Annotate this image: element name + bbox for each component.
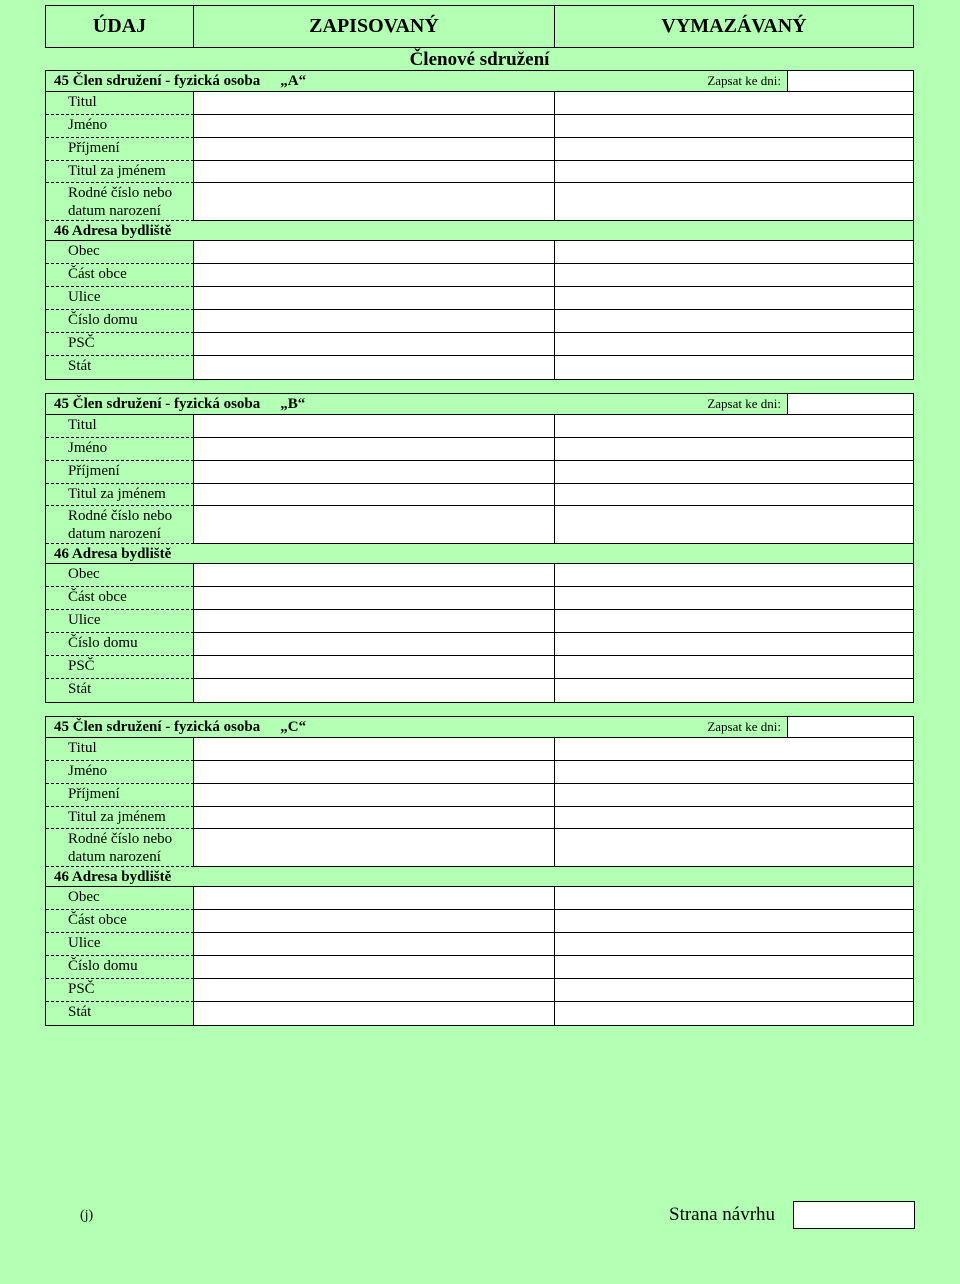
field-row bbox=[46, 784, 913, 807]
field-label: Část obce bbox=[46, 264, 194, 287]
member-letter: „B“ bbox=[280, 396, 306, 412]
zapsat-ke-dni-field[interactable] bbox=[787, 71, 913, 91]
zapisovany-cell[interactable] bbox=[194, 506, 555, 544]
field-row bbox=[46, 761, 913, 784]
field-row bbox=[46, 138, 913, 161]
field-label: Číslo domu bbox=[46, 633, 194, 656]
zapsat-ke-dni-field[interactable] bbox=[787, 717, 913, 737]
vymazavany-cell[interactable] bbox=[555, 310, 913, 333]
vymazavany-cell[interactable] bbox=[555, 461, 913, 484]
member-title: 45 Člen sdružení - fyzická osoba bbox=[54, 396, 261, 412]
address-heading: 46 Adresa bydliště bbox=[46, 544, 913, 564]
vymazavany-cell[interactable] bbox=[555, 484, 913, 506]
zapisovany-cell[interactable] bbox=[194, 656, 555, 679]
field-label: Jméno bbox=[46, 438, 194, 461]
field-row bbox=[46, 415, 913, 438]
field-row bbox=[46, 1002, 913, 1025]
zapisovany-cell[interactable] bbox=[194, 807, 555, 829]
field-label: Stát bbox=[46, 356, 194, 379]
vymazavany-cell[interactable] bbox=[555, 564, 913, 587]
field-row bbox=[46, 910, 913, 933]
vymazavany-cell[interactable] bbox=[555, 610, 913, 633]
field-label: PSČ bbox=[46, 979, 194, 1002]
zapisovany-cell[interactable] bbox=[194, 587, 555, 610]
field-row bbox=[46, 587, 913, 610]
field-row bbox=[46, 310, 913, 333]
field-row bbox=[46, 656, 913, 679]
zapisovany-cell[interactable] bbox=[194, 956, 555, 979]
vymazavany-cell[interactable] bbox=[555, 738, 913, 761]
field-row bbox=[46, 241, 913, 264]
field-label: Titul za jménem bbox=[46, 807, 194, 829]
member-block bbox=[45, 70, 914, 380]
vymazavany-cell[interactable] bbox=[555, 679, 913, 702]
footer-code: (j) bbox=[80, 1208, 94, 1223]
member-header bbox=[46, 717, 913, 738]
member-header bbox=[46, 394, 913, 415]
field-row bbox=[46, 438, 913, 461]
field-label: Rodné číslo nebo datum narození bbox=[46, 829, 194, 867]
field-row bbox=[46, 679, 913, 702]
zapisovany-cell[interactable] bbox=[194, 829, 555, 867]
col-vymazavany: VYMAZÁVANÝ bbox=[661, 15, 807, 37]
zapisovany-cell[interactable] bbox=[194, 887, 555, 910]
field-label: Část obce bbox=[46, 910, 194, 933]
vymazavany-cell[interactable] bbox=[555, 138, 913, 161]
field-row-rodne-cislo bbox=[46, 506, 913, 544]
field-label: Titul bbox=[46, 415, 194, 438]
zapisovany-cell[interactable] bbox=[194, 415, 555, 438]
vymazavany-cell[interactable] bbox=[555, 92, 913, 115]
zapisovany-cell[interactable] bbox=[194, 564, 555, 587]
field-label: PSČ bbox=[46, 333, 194, 356]
vymazavany-cell[interactable] bbox=[555, 784, 913, 807]
zapisovany-cell[interactable] bbox=[194, 633, 555, 656]
field-row bbox=[46, 956, 913, 979]
field-row bbox=[46, 92, 913, 115]
field-label: Stát bbox=[46, 679, 194, 702]
field-label: Jméno bbox=[46, 761, 194, 784]
field-label: Obec bbox=[46, 564, 194, 587]
vymazavany-cell[interactable] bbox=[555, 161, 913, 183]
table-header bbox=[45, 5, 914, 48]
member-title: 45 Člen sdružení - fyzická osoba bbox=[54, 73, 261, 89]
zapisovany-cell[interactable] bbox=[194, 333, 555, 356]
field-row bbox=[46, 564, 913, 587]
vymazavany-cell[interactable] bbox=[555, 415, 913, 438]
field-row bbox=[46, 807, 913, 829]
vymazavany-cell[interactable] bbox=[555, 356, 913, 379]
field-row bbox=[46, 484, 913, 506]
member-title: 45 Člen sdružení - fyzická osoba bbox=[54, 719, 261, 735]
zapsat-ke-dni-label: Zapsat ke dni: bbox=[707, 719, 781, 734]
zapisovany-cell[interactable] bbox=[194, 910, 555, 933]
zapisovany-cell[interactable] bbox=[194, 761, 555, 784]
zapisovany-cell[interactable] bbox=[194, 287, 555, 310]
zapisovany-cell[interactable] bbox=[194, 115, 555, 138]
zapisovany-cell[interactable] bbox=[194, 264, 555, 287]
address-heading: 46 Adresa bydliště bbox=[46, 867, 913, 887]
col-udaj: ÚDAJ bbox=[46, 6, 194, 47]
vymazavany-cell[interactable] bbox=[555, 979, 913, 1002]
strana-navrhu-field[interactable] bbox=[793, 1201, 915, 1229]
section-title: Členové sdružení bbox=[409, 49, 550, 70]
zapisovany-cell[interactable] bbox=[194, 610, 555, 633]
col-zapisovany: ZAPISOVANÝ bbox=[194, 6, 555, 47]
vymazavany-cell[interactable] bbox=[555, 287, 913, 310]
field-label: Rodné číslo nebo datum narození bbox=[46, 506, 194, 544]
zapisovany-cell[interactable] bbox=[194, 438, 555, 461]
field-row bbox=[46, 979, 913, 1002]
field-row bbox=[46, 287, 913, 310]
field-label: Příjmení bbox=[46, 138, 194, 161]
field-label: Část obce bbox=[46, 587, 194, 610]
field-label: Jméno bbox=[46, 115, 194, 138]
zapisovany-cell[interactable] bbox=[194, 933, 555, 956]
field-row bbox=[46, 115, 913, 138]
zapisovany-cell[interactable] bbox=[194, 241, 555, 264]
member-block bbox=[45, 393, 914, 703]
vymazavany-cell[interactable] bbox=[555, 887, 913, 910]
zapisovany-cell[interactable] bbox=[194, 92, 555, 115]
field-label: Příjmení bbox=[46, 784, 194, 807]
field-row bbox=[46, 933, 913, 956]
address-heading: 46 Adresa bydliště bbox=[46, 221, 913, 241]
field-label: Příjmení bbox=[46, 461, 194, 484]
field-label: Titul za jménem bbox=[46, 161, 194, 183]
field-row-rodne-cislo bbox=[46, 829, 913, 867]
field-label: Ulice bbox=[46, 933, 194, 956]
field-row bbox=[46, 161, 913, 183]
field-label: Titul za jménem bbox=[46, 484, 194, 506]
zapisovany-cell[interactable] bbox=[194, 138, 555, 161]
field-row bbox=[46, 333, 913, 356]
vymazavany-cell[interactable] bbox=[555, 1002, 913, 1025]
footer-strana-label: Strana návrhu bbox=[669, 1204, 776, 1225]
zapsat-ke-dni-field[interactable] bbox=[787, 394, 913, 414]
zapisovany-cell[interactable] bbox=[194, 979, 555, 1002]
field-label: Obec bbox=[46, 241, 194, 264]
zapisovany-cell[interactable] bbox=[194, 183, 555, 221]
field-label: Číslo domu bbox=[46, 956, 194, 979]
vymazavany-cell[interactable] bbox=[555, 183, 913, 221]
field-row bbox=[46, 887, 913, 910]
field-label: Stát bbox=[46, 1002, 194, 1025]
field-label: Titul bbox=[46, 738, 194, 761]
zapisovany-cell[interactable] bbox=[194, 356, 555, 379]
vymazavany-cell[interactable] bbox=[555, 633, 913, 656]
vymazavany-cell[interactable] bbox=[555, 761, 913, 784]
vymazavany-cell[interactable] bbox=[555, 333, 913, 356]
member-header bbox=[46, 71, 913, 92]
field-label: Číslo domu bbox=[46, 310, 194, 333]
vymazavany-cell[interactable] bbox=[555, 506, 913, 544]
member-letter: „A“ bbox=[280, 73, 307, 89]
vymazavany-cell[interactable] bbox=[555, 910, 913, 933]
field-label: Rodné číslo nebo datum narození bbox=[46, 183, 194, 221]
field-label: Ulice bbox=[46, 287, 194, 310]
zapisovany-cell[interactable] bbox=[194, 1002, 555, 1025]
field-label: Ulice bbox=[46, 610, 194, 633]
member-letter: „C“ bbox=[280, 719, 307, 735]
field-label: PSČ bbox=[46, 656, 194, 679]
vymazavany-cell[interactable] bbox=[555, 956, 913, 979]
zapsat-ke-dni-label: Zapsat ke dni: bbox=[707, 396, 781, 411]
vymazavany-cell[interactable] bbox=[555, 115, 913, 138]
field-row-rodne-cislo bbox=[46, 183, 913, 221]
zapisovany-cell[interactable] bbox=[194, 310, 555, 333]
zapsat-ke-dni-label: Zapsat ke dni: bbox=[707, 73, 781, 88]
vymazavany-cell[interactable] bbox=[555, 241, 913, 264]
zapisovany-cell[interactable] bbox=[194, 461, 555, 484]
vymazavany-cell[interactable] bbox=[555, 264, 913, 287]
field-row bbox=[46, 264, 913, 287]
vymazavany-cell[interactable] bbox=[555, 807, 913, 829]
zapisovany-cell[interactable] bbox=[194, 484, 555, 506]
field-row bbox=[46, 461, 913, 484]
vymazavany-cell[interactable] bbox=[555, 829, 913, 867]
vymazavany-cell[interactable] bbox=[555, 933, 913, 956]
field-label: Obec bbox=[46, 887, 194, 910]
zapisovany-cell[interactable] bbox=[194, 679, 555, 702]
vymazavany-cell[interactable] bbox=[555, 438, 913, 461]
vymazavany-cell[interactable] bbox=[555, 587, 913, 610]
field-row bbox=[46, 738, 913, 761]
field-label: Titul bbox=[46, 92, 194, 115]
zapisovany-cell[interactable] bbox=[194, 738, 555, 761]
field-row bbox=[46, 633, 913, 656]
vymazavany-cell[interactable] bbox=[555, 656, 913, 679]
zapisovany-cell[interactable] bbox=[194, 784, 555, 807]
member-block bbox=[45, 716, 914, 1026]
field-row bbox=[46, 610, 913, 633]
zapisovany-cell[interactable] bbox=[194, 161, 555, 183]
field-row bbox=[46, 356, 913, 379]
